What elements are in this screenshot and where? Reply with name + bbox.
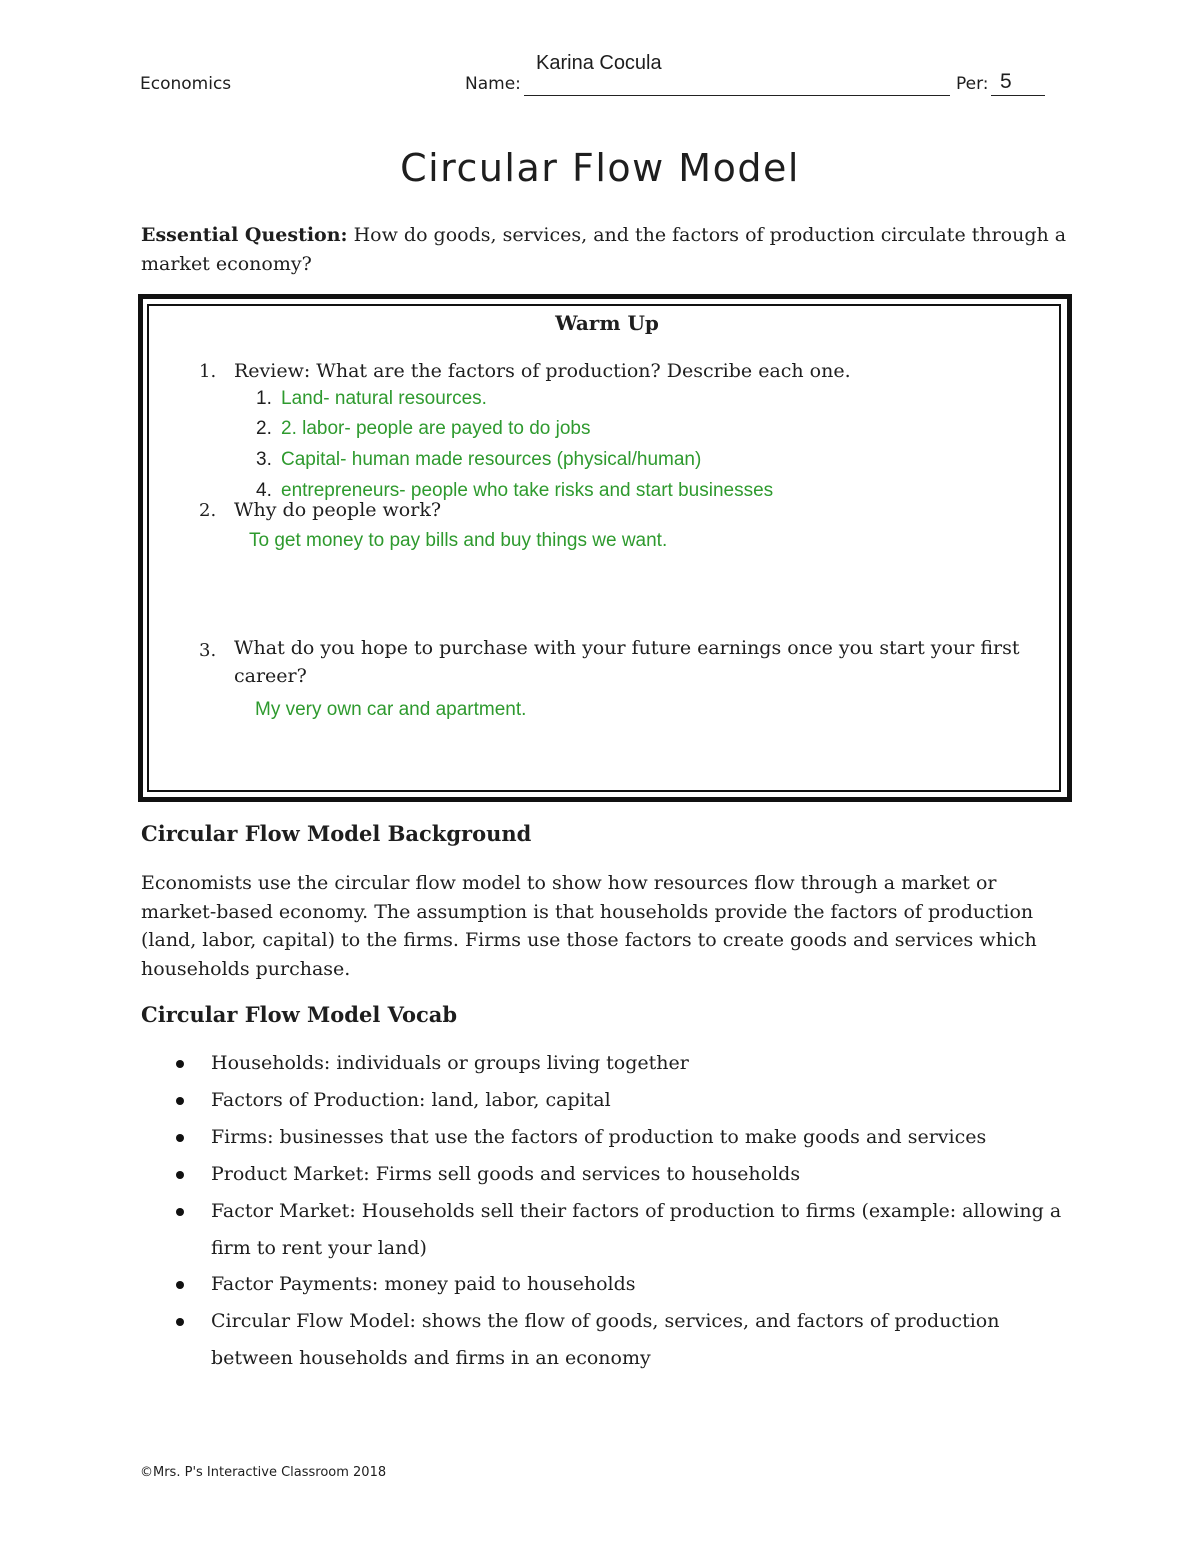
answer-text: To get money to pay bills and buy things we want. xyxy=(249,530,668,551)
vocab-item: Factor Payments: money paid to households xyxy=(211,1273,636,1295)
vocab-item: Factor Market: Households sell their factors of production to firms (example: allowing a firm to rent your land) xyxy=(211,1200,1062,1259)
answer-text: entrepreneurs- people who take risks and start businesses xyxy=(281,480,774,501)
answer-text: My very own car and apartment. xyxy=(255,699,527,720)
answer-number: 4. xyxy=(256,480,272,501)
bullet-icon xyxy=(176,1060,184,1068)
answer-text: 2. labor- people are payed to do jobs xyxy=(281,418,591,439)
question-text: Review: What are the factors of production? Describe each one. xyxy=(234,360,851,382)
vocab-item: Firms: businesses that use the factors of production to make goods and services xyxy=(211,1126,987,1148)
question-number: 3. xyxy=(199,640,217,661)
essential-question-label: Essential Question: xyxy=(141,224,348,246)
period-field[interactable] xyxy=(991,95,1045,96)
bullet-icon xyxy=(176,1097,184,1105)
vocab-item: Households: individuals or groups living together xyxy=(211,1052,689,1074)
question-text: What do you hope to purchase with your future earnings once you start your first career? xyxy=(234,637,1020,687)
footer-copyright: ©Mrs. P's Interactive Classroom 2018 xyxy=(140,1465,387,1480)
bullet-icon xyxy=(176,1318,184,1326)
name-label: Name: xyxy=(465,74,521,94)
answer-number: 2. xyxy=(256,418,272,439)
period-label: Per: xyxy=(956,74,989,94)
vocab-heading: Circular Flow Model Vocab xyxy=(141,1002,458,1027)
name-field[interactable] xyxy=(524,95,950,96)
background-heading: Circular Flow Model Background xyxy=(141,821,532,846)
bullet-icon xyxy=(176,1171,184,1179)
subject-label: Economics xyxy=(140,74,232,94)
answer-text: Capital- human made resources (physical/human) xyxy=(281,449,702,470)
question-text: Why do people work? xyxy=(234,499,442,521)
essential-question-text: How do goods, services, and the factors of production circulate through a market economy? xyxy=(141,224,1067,275)
question-number: 1. xyxy=(199,361,217,382)
background-text: Economists use the circular flow model to show how resources flow through a market or market-based economy. The assumption is that households provide the factors of production (land, labor, capital) to the firms. Firms use those factors to create goods and services which households purchase. xyxy=(141,872,1037,980)
bullet-icon xyxy=(176,1281,184,1289)
student-name: Karina Cocula xyxy=(536,52,662,74)
bullet-icon xyxy=(176,1134,184,1142)
vocab-item: Factors of Production: land, labor, capital xyxy=(211,1089,611,1111)
question-number: 2. xyxy=(199,500,217,521)
period-value: 5 xyxy=(1000,70,1012,93)
page-title: Circular Flow Model xyxy=(400,146,800,190)
vocab-item: Circular Flow Model: shows the flow of goods, services, and factors of production between households and firms in an economy xyxy=(211,1310,1000,1369)
bullet-icon xyxy=(176,1208,184,1216)
warm-up-title: Warm Up xyxy=(555,311,659,335)
answer-text: Land- natural resources. xyxy=(281,388,487,409)
essential-question xyxy=(141,221,1071,279)
answer-number: 1. xyxy=(256,388,272,409)
vocab-item: Product Market: Firms sell goods and services to households xyxy=(211,1163,801,1185)
answer-number: 3. xyxy=(256,449,272,470)
